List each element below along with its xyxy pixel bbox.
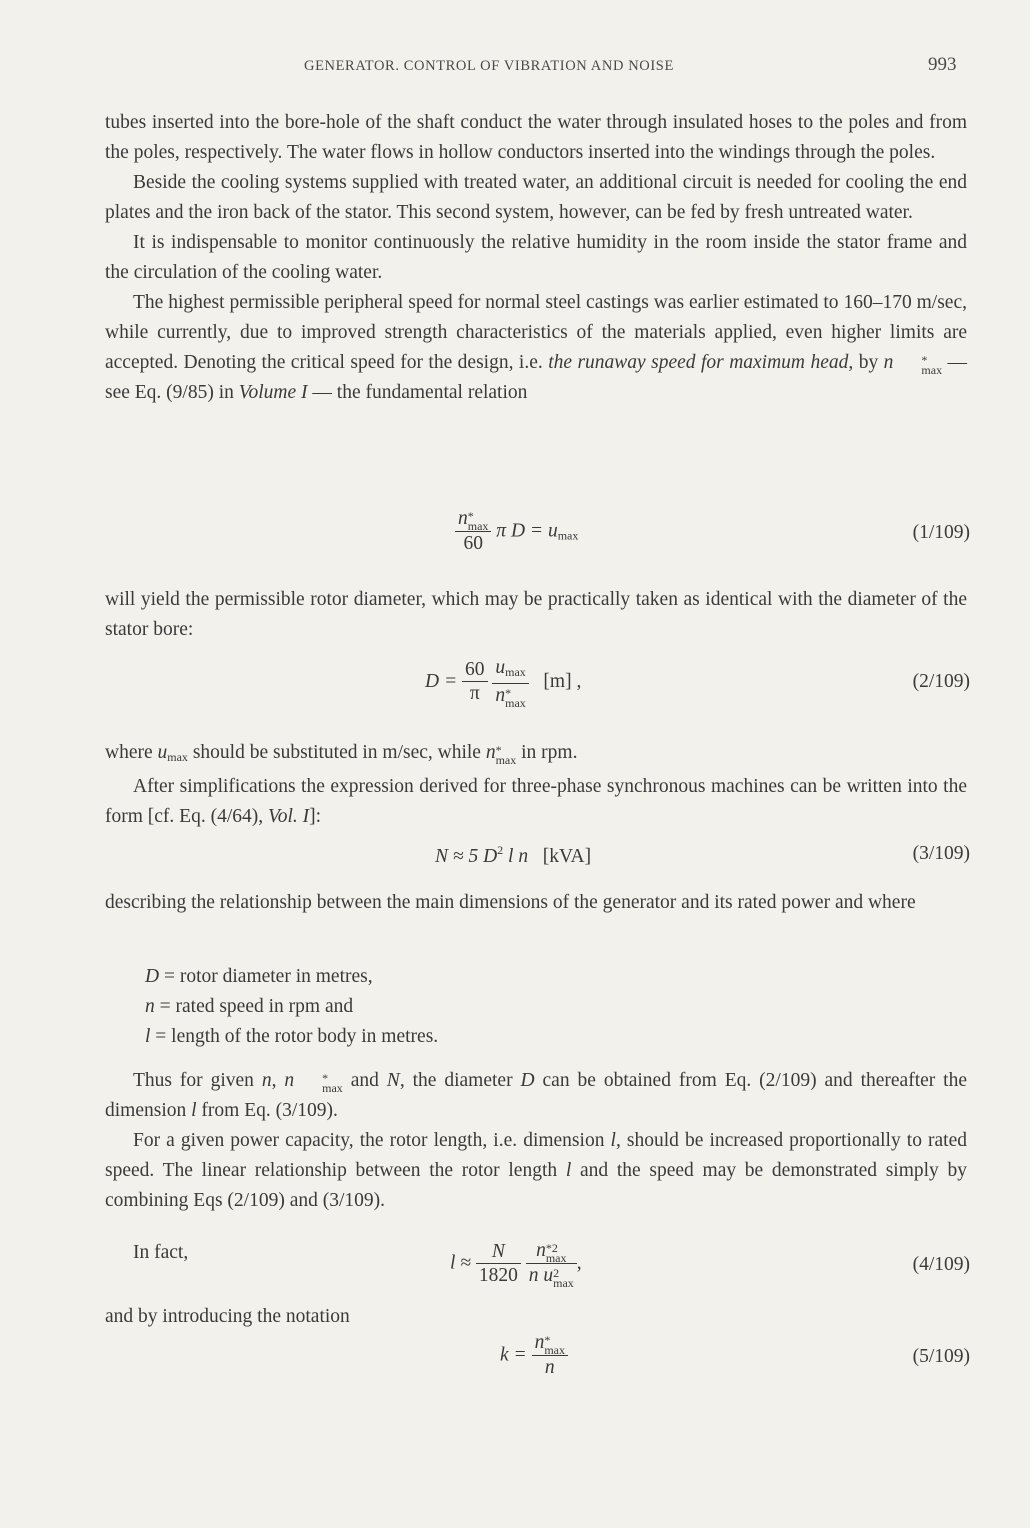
equation-number: (4/109) [912,1254,970,1275]
definition-l: l = length of the rotor body in metres. [145,1026,439,1047]
body-text-top [105,108,967,408]
equation-2: D = $\frac{60}{\pi}$ $u_{max}$ n * max [m] , (2/109) [425,657,970,710]
running-title: GENERATOR. CONTROL OF VIBRATION AND NOISE [304,58,674,74]
symbol-definitions [145,962,438,1052]
page-header [0,54,1030,84]
paragraph-6: where $u_{max}$ should be substituted in m/sec, while n * max in rpm. [105,742,578,767]
body-text-11 [105,1302,967,1332]
in-fact-label: In fact, [133,1242,189,1263]
definition-n: n = rated speed in rpm and [145,996,354,1017]
equation-3: N ≈ 5 $D^2$ l n [kVA] (3/109) [435,843,970,867]
equation-4: In fact, l ≈ $\frac{N}{1820}$ n *2 max n u 2 max , (4/109) [133,1240,970,1290]
paragraph-4: The highest permissible peripheral speed for normal steel castings was earlier estimated to 160–170 m/sec, while currently, due to improved strength characteristics of the materials applied, even higher limits are accepted. Denoting the critical speed for the design, i.e. the runaway speed for maximum head, by n * max — see Eq. (9/85) in Volume I — the fundamental relation [105,292,968,403]
body-text-9 [105,1066,967,1216]
definition-D: D = rotor diameter in metres, [145,966,373,987]
paragraph-5: will yield the permissible rotor diameter, which may be practically taken as identical with the diameter of the stator bore: [105,589,967,640]
paragraph-9: Thus for given n, n * max and N, the diameter D can be obtained from Eq. (2/109) and thereafter the dimension l from Eq. (3/109). [105,1070,968,1121]
body-text-8 [105,888,967,918]
paragraph-8: describing the relationship between the main dimensions of the generator and its rated power and where [105,892,916,913]
body-text-5 [105,585,967,645]
equation-1: n * max 60 π $D = u_{max}$ (1/109) [105,508,970,568]
paragraph-10: For a given power capacity, the rotor length, i.e. dimension l, should be increased proportionally to rated speed. The linear relationship between the rotor length l and the speed may be demonstrated simply by combining Eqs (2/109) and (3/109). [105,1130,968,1211]
paragraph-11: and by introducing the notation [105,1306,350,1327]
paragraph-2: Beside the cooling systems supplied with treated water, an additional circuit is needed for cooling the end plates and the iron back of the stator. This second system, however, can be fed by fresh untreated water. [105,172,967,223]
equation-number: (3/109) [912,843,970,864]
paragraph-3: It is indispensable to monitor continuously the relative humidity in the room inside the stator frame and the circulation of the cooling water. [105,232,967,283]
paragraph-7: After simplifications the expression derived for three-phase synchronous machines can be written into the form [cf. Eq. (4/64), Vol. I]: [105,776,967,827]
fraction: n * max 60 [455,508,491,556]
equation-number: (1/109) [912,522,970,543]
paragraph-1: tubes inserted into the bore-hole of the shaft conduct the water through insulated hoses to the poles and from the poles, respectively. The water flows in hollow conductors inserted into the windings through the poles. [105,112,967,163]
equation-number: (5/109) [912,1346,970,1367]
equation-number: (2/109) [912,671,970,692]
page-number: 993 [928,54,957,75]
equation-5: k = n * max n (5/109) [500,1332,970,1378]
body-text-6 [105,738,967,832]
